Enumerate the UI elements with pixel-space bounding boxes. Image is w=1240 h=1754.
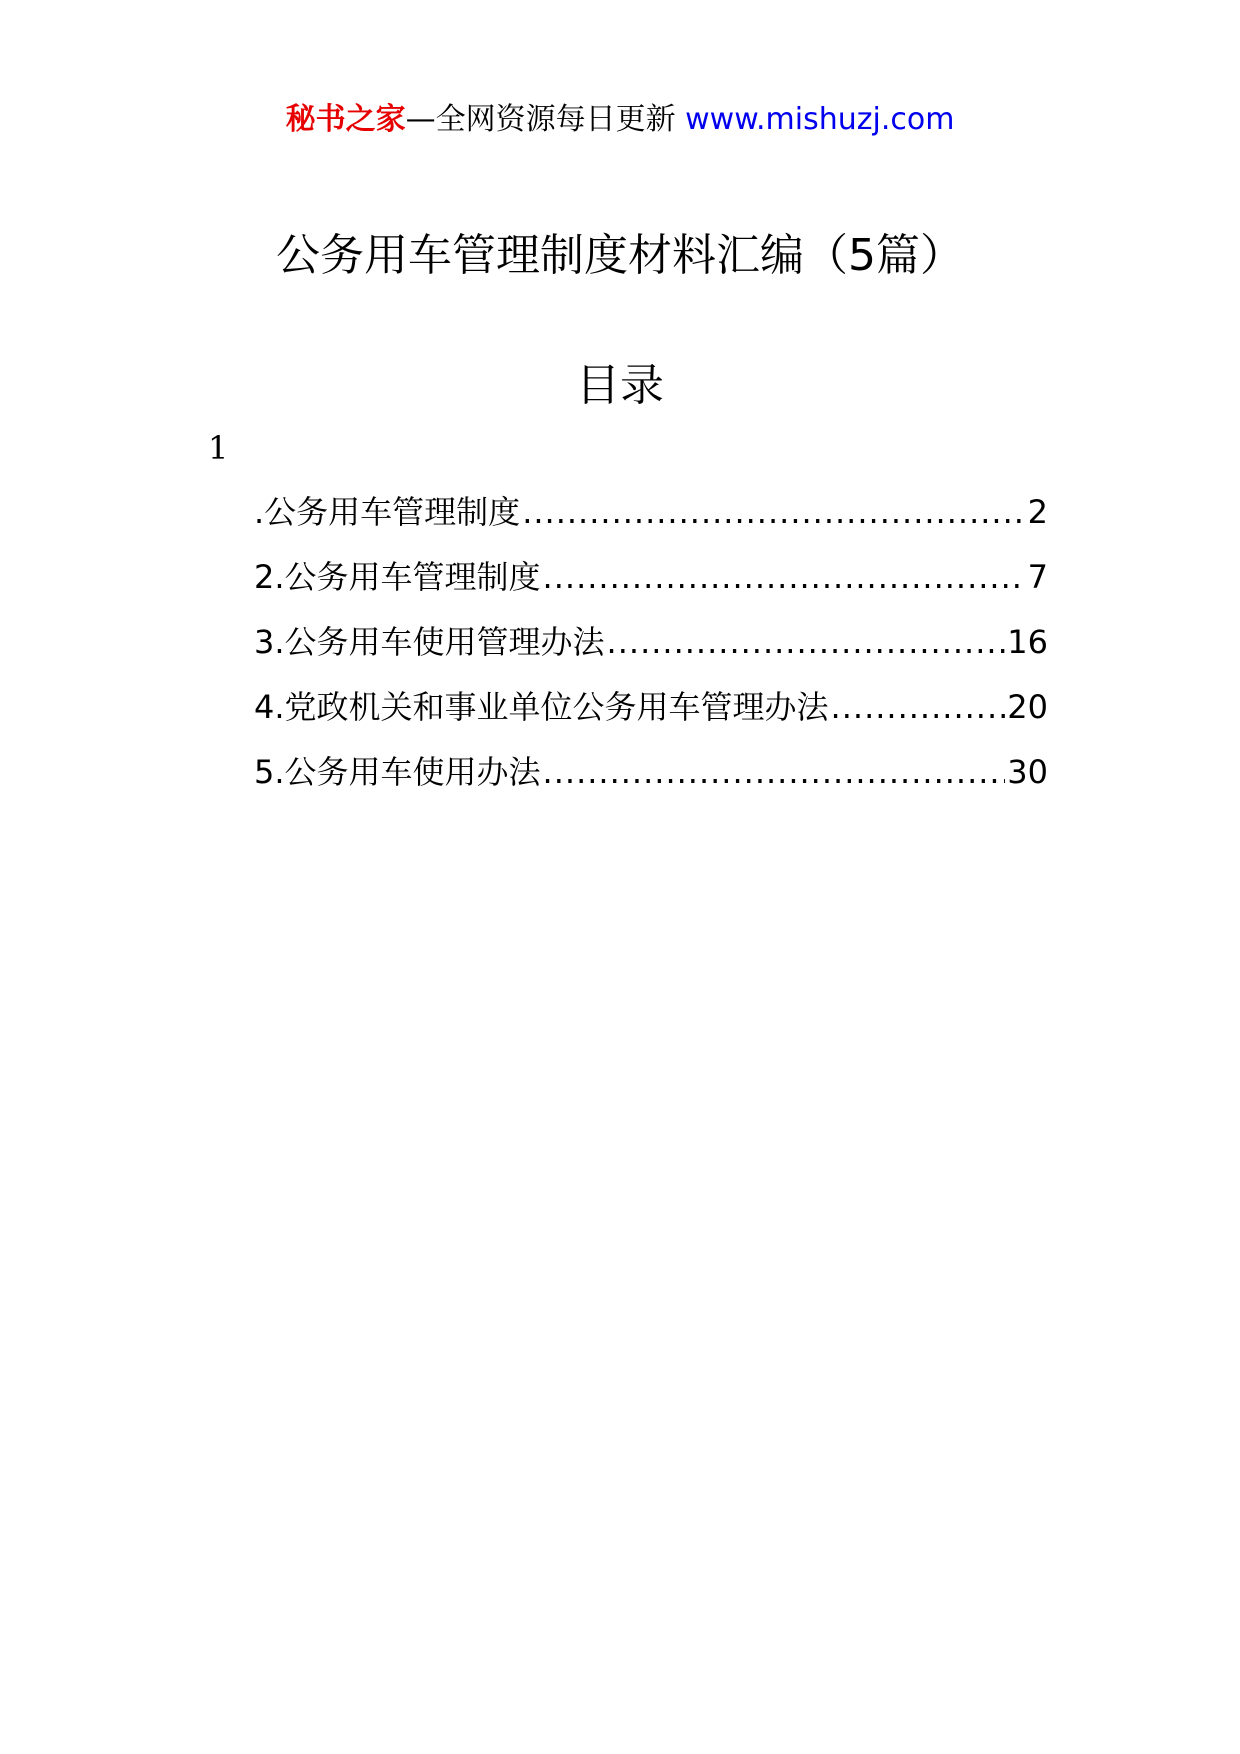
toc-entry-page: 30 bbox=[1007, 753, 1048, 791]
toc-dot-leader bbox=[543, 557, 1026, 597]
toc-entry-label: 3.公务用车使用管理办法 bbox=[254, 623, 605, 661]
toc-entry-label: 4.党政机关和事业单位公务用车管理办法 bbox=[254, 688, 829, 726]
site-header bbox=[0, 100, 1240, 140]
toc-dot-leader bbox=[831, 687, 1006, 727]
header-slogan: 全网资源每日更新 bbox=[435, 102, 676, 137]
toc-dot-leader bbox=[543, 752, 1006, 792]
toc-entry-4[interactable] bbox=[254, 687, 1048, 752]
header-dash: — bbox=[405, 102, 436, 137]
stray-page-number: 1 bbox=[208, 429, 229, 467]
document-title: 公务用车管理制度材料汇编（5篇） bbox=[276, 230, 964, 281]
toc-dot-leader bbox=[522, 492, 1025, 532]
toc-entry-page: 16 bbox=[1007, 623, 1048, 661]
toc-entry-label: 2.公务用车管理制度 bbox=[254, 558, 541, 596]
toc-entry-1[interactable] bbox=[254, 492, 1048, 557]
table-of-contents bbox=[254, 492, 1048, 817]
toc-entry-page: 7 bbox=[1027, 558, 1048, 596]
toc-entry-page: 2 bbox=[1027, 493, 1048, 531]
toc-entry-label: 5.公务用车使用办法 bbox=[254, 753, 541, 791]
brand-name: 秘书之家 bbox=[285, 102, 406, 137]
toc-entry-5[interactable] bbox=[254, 752, 1048, 817]
toc-dot-leader bbox=[607, 622, 1006, 662]
toc-entry-3[interactable] bbox=[254, 622, 1048, 687]
toc-entry-page: 20 bbox=[1007, 688, 1048, 726]
site-url-link[interactable]: www.mishuzj.com bbox=[685, 102, 955, 137]
toc-entry-label: .公务用车管理制度 bbox=[254, 493, 521, 531]
toc-entry-2[interactable] bbox=[254, 557, 1048, 622]
toc-heading: 目录 bbox=[576, 360, 664, 411]
